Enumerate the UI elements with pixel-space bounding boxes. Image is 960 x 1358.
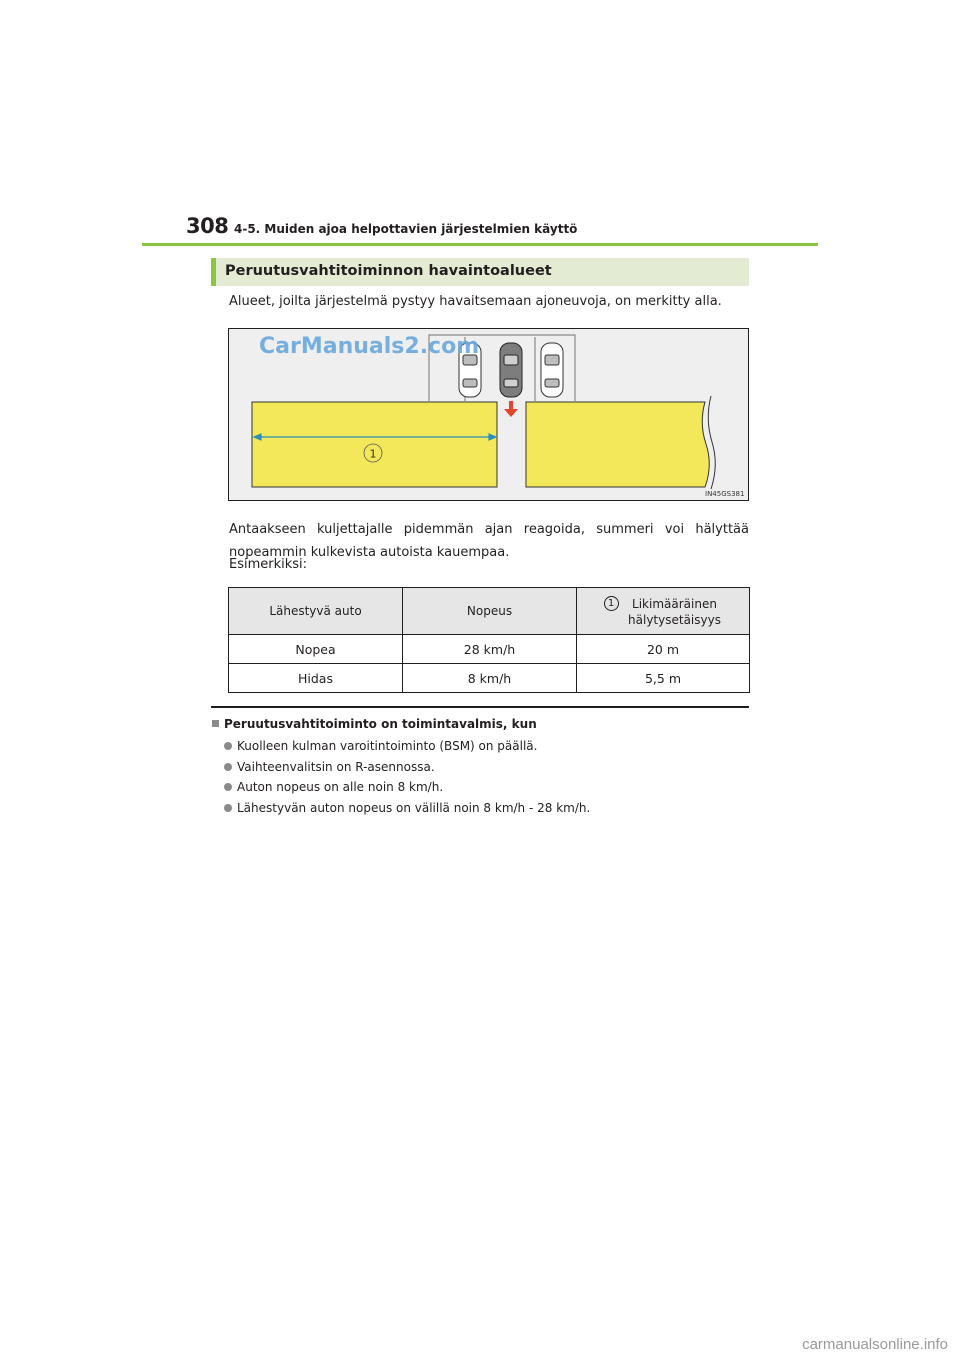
page-number: 308	[186, 214, 229, 238]
section-heading-bar	[211, 258, 749, 286]
conditions-heading	[212, 717, 537, 731]
header-speed: Nopeus	[403, 588, 577, 635]
list-item-text: Auton nopeus on alle noin 8 km/h.	[237, 780, 444, 794]
square-bullet-icon	[212, 720, 219, 727]
section-accent	[211, 258, 216, 286]
alert-distance-table	[228, 587, 750, 693]
list-item	[224, 758, 590, 779]
section-title: Peruutusvahtitoiminnon havaintoalueet	[225, 263, 552, 279]
zone-break-mark	[708, 396, 715, 489]
body-paragraph: Antaakseen kuljettajalle pidemmän ajan reagoida, summeri voi hälyttää nopeammin kulkevista autoista kauempaa.	[229, 522, 749, 560]
parked-car-right-icon	[541, 343, 563, 397]
bullet-icon	[224, 763, 232, 771]
conditions-list	[224, 737, 590, 819]
table-cell: 8 km/h	[403, 664, 577, 693]
watermark-text: CarManuals2.com	[259, 334, 480, 359]
table-row	[229, 664, 750, 693]
header-alert-distance-label: Likimääräinen hälytysetäisyys	[628, 596, 721, 627]
list-item-text: Vaihteenvalitsin on R-asennossa.	[237, 759, 435, 774]
table-cell: Nopea	[229, 635, 403, 664]
conditions-heading-text: Peruutusvahtitoiminto on toimintavalmis, kun	[224, 717, 537, 731]
own-car-icon	[500, 343, 522, 397]
table-cell: 28 km/h	[403, 635, 577, 664]
table-cell: 5,5 m	[577, 664, 750, 693]
detection-zone-right	[526, 402, 709, 487]
section-divider	[211, 706, 749, 708]
callout-circle: 1	[604, 596, 619, 611]
header-rule	[142, 243, 818, 246]
footer-watermark: carmanualsonline.info	[802, 1336, 948, 1353]
intro-text: Alueet, joilta järjestelmä pystyy havaitsemaan ajoneuvoja, on merkitty alla.	[229, 294, 722, 309]
bullet-icon	[224, 783, 232, 791]
chapter-title: 4-5. Muiden ajoa helpottavien järjestelmien käyttö	[234, 222, 578, 236]
header-approaching-car: Lähestyvä auto	[229, 588, 403, 635]
table-header-row	[229, 588, 750, 635]
reverse-direction-arrow-icon	[504, 401, 518, 417]
list-item-text: Kuolleen kulman varoitintoiminto (BSM) on päällä.	[237, 739, 538, 753]
callout-number: 1	[369, 447, 377, 461]
list-item	[224, 799, 590, 820]
list-item-text: Lähestyvän auton nopeus on välillä noin 8 km/h - 28 km/h.	[237, 800, 591, 815]
bullet-icon	[224, 804, 232, 812]
header-alert-distance	[577, 588, 750, 635]
example-label: Esimerkiksi:	[229, 557, 308, 572]
bullet-icon	[224, 742, 232, 750]
table-row	[229, 635, 750, 664]
table-cell: Hidas	[229, 664, 403, 693]
list-item	[224, 778, 590, 799]
list-item	[224, 737, 590, 758]
table-cell: 20 m	[577, 635, 750, 664]
figure-code: IN45GS381	[705, 490, 745, 498]
